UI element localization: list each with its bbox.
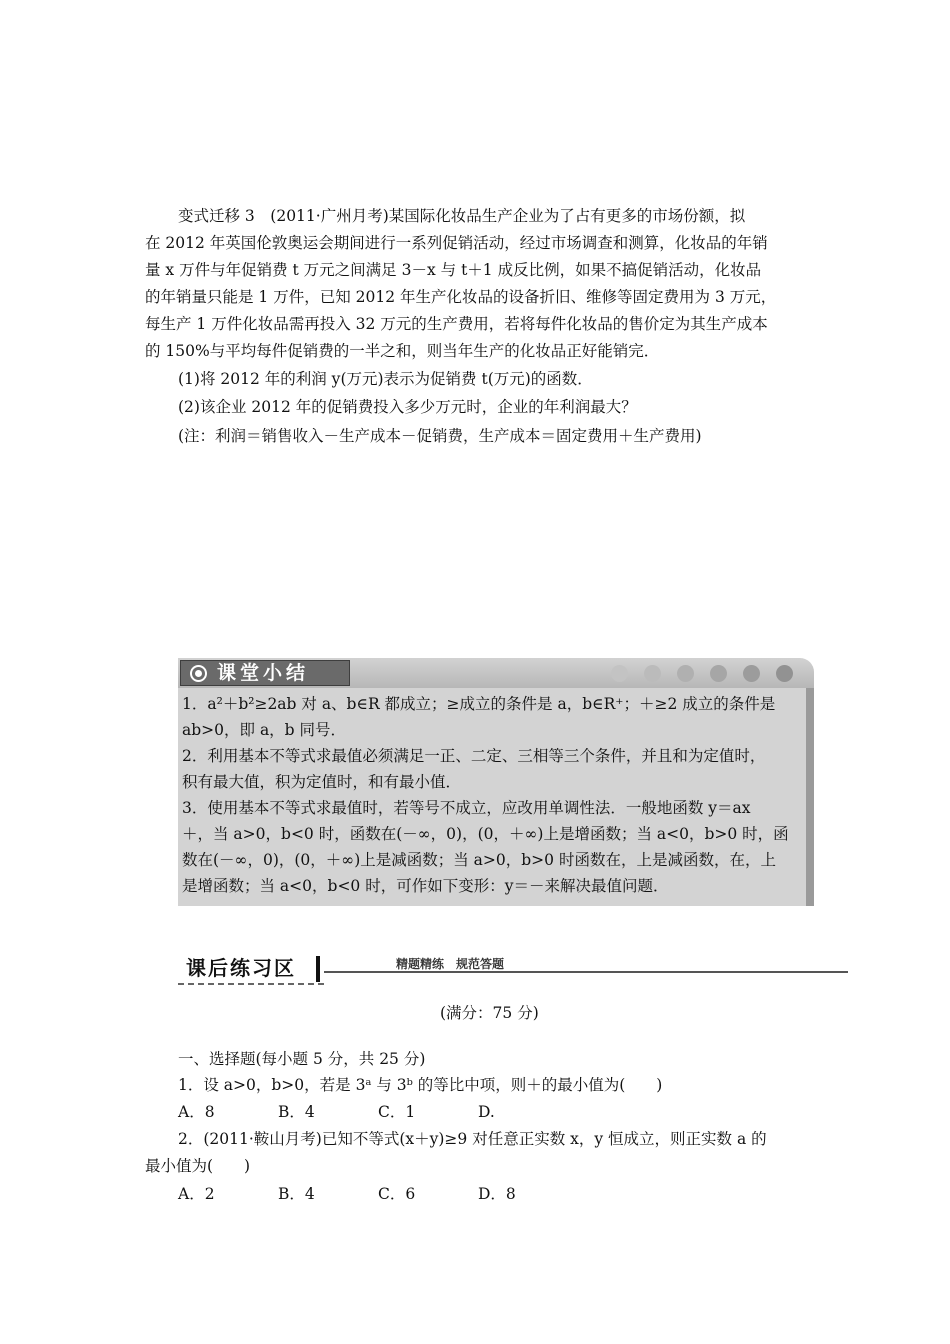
option-c: C．6 [378, 1185, 416, 1203]
question-2-line-1: 2．(2011·鞍山月考)已知不等式(x＋y)≥9 对任意正实数 x，y 恒成立，则正实数 a 的 [178, 1130, 767, 1148]
summary-line-5: 3．使用基本不等式求最值时，若等号不成立，应改用单调性法．一般地函数 y＝ax [182, 799, 751, 817]
variant-line-5: 每生产 1 万件化妆品需再投入 32 万元的生产费用，若将每件化妆品的售价定为其生产成本 [145, 315, 768, 333]
practice-title: 课后练习区 [186, 956, 296, 980]
question-2-line-2: 最小值为( ) [145, 1157, 251, 1175]
variant-note: (注：利润＝销售收入－生产成本－促销费，生产成本＝固定费用＋生产费用) [178, 427, 702, 445]
option-d: D. [478, 1103, 495, 1121]
variant-question-1: (1)将 2012 年的利润 y(万元)表示为促销费 t(万元)的函数． [178, 370, 593, 388]
header-dot-icon [710, 665, 727, 682]
summary-line-7: 数在(－∞，0)，(0，＋∞)上是减函数；当 a>0，b>0 时函数在，上是减函数，在，上 [182, 851, 776, 869]
score-line: (满分：75 分) [440, 1004, 539, 1022]
summary-line-3: 2．利用基本不等式求最值必须满足一正、二定、三相等三个条件，并且和为定值时， [182, 747, 766, 765]
variant-line-1: 变式迁移 3 (2011·广州月考)某国际化妆品生产企业为了占有更多的市场份额，拟 [178, 207, 746, 225]
summary-line-8: 是增函数；当 a<0，b<0 时，可作如下变形：y＝－来解决最值问题． [182, 877, 669, 895]
summary-line-6: ＋，当 a>0，b<0 时，函数在(－∞，0)，(0，＋∞)上是增函数；当 a<0，b>0 时，函 [182, 825, 789, 843]
header-dot-icon [776, 665, 793, 682]
question-1: 1．设 a>0，b>0，若是 3ᵃ 与 3ᵇ 的等比中项，则＋的最小值为( ) [178, 1076, 663, 1094]
target-icon [190, 665, 207, 682]
summary-shadow [806, 688, 814, 906]
summary-line-1: 1．a²＋b²≥2ab 对 a、b∈R 都成立；≥成立的条件是 a，b∈R⁺；＋≥2 成立的条件是 [182, 695, 776, 713]
summary-panel [178, 658, 814, 906]
variant-line-2: 在 2012 年英国伦敦奥运会期间进行一系列促销活动，经过市场调查和测算，化妆品的年销 [145, 234, 768, 252]
section-heading: 一、选择题(每小题 5 分，共 25 分) [178, 1050, 426, 1068]
summary-title-box [180, 660, 350, 686]
variant-question-2: (2)该企业 2012 年的促销费投入多少万元时，企业的年利润最大？ [178, 398, 637, 416]
practice-header [178, 954, 848, 988]
summary-header [178, 658, 814, 688]
summary-line-4: 积有最大值，积为定值时，和有最小值． [182, 773, 462, 791]
practice-subtitle: 精题精练 规范答题 [396, 957, 505, 971]
option-a: A．2 [178, 1185, 215, 1203]
option-d: D．8 [478, 1185, 516, 1203]
option-a: A．8 [178, 1103, 215, 1121]
summary-title: 课堂小结 [217, 662, 310, 684]
header-dot-icon [743, 665, 760, 682]
header-dot-icon [611, 665, 628, 682]
header-dot-icon [677, 665, 694, 682]
variant-line-6: 的 150%与平均每件促销费的一半之和，则当年生产的化妆品正好能销完． [145, 342, 660, 360]
option-b: B．4 [278, 1185, 315, 1203]
summary-body [178, 688, 814, 906]
option-c: C．1 [378, 1103, 416, 1121]
header-dot-icon [644, 665, 661, 682]
practice-divider-bar [316, 956, 320, 982]
summary-line-2: ab>0，即 a，b 同号． [182, 721, 347, 739]
option-b: B．4 [278, 1103, 315, 1121]
variant-line-4: 的年销量只能是 1 万件，已知 2012 年生产化妆品的设备折旧、维修等固定费用为 3 万元， [145, 288, 777, 306]
variant-line-3: 量 x 万件与年促销费 t 万元之间满足 3－x 与 t＋1 成反比例，如果不搞促销活动，化妆品 [145, 261, 762, 279]
practice-underline [178, 983, 324, 985]
